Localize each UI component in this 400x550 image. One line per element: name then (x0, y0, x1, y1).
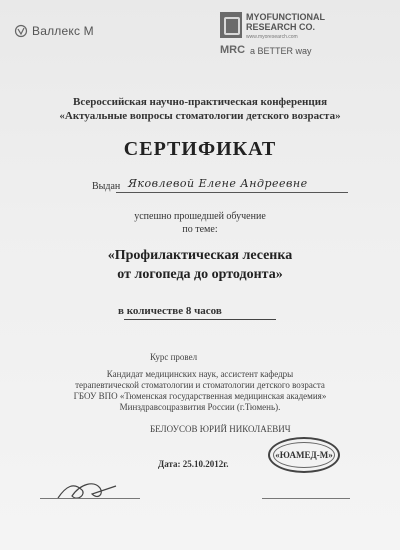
taught-by-label: Курс провел (150, 352, 198, 362)
teacher-credentials-line4: Минздравсоцразвития России (г.Тюмень). (119, 402, 281, 412)
teacher-name: БЕЛОУСОВ ЮРИЙ НИКОЛАЕВИЧ (150, 424, 291, 434)
course-hours: в количестве 8 часов (118, 305, 222, 317)
recipient-name: Яковлевой Елене Андреевне (128, 177, 308, 190)
vallex-logo-text: Валлекс М (32, 24, 94, 38)
mrc-tagline: a BETTER way (250, 46, 312, 56)
course-title-line1: «Профилактическая лесенка (107, 248, 293, 263)
mrc-abbreviation: MRC (220, 44, 246, 56)
certificate-title: СЕРТИФИКАТ (123, 138, 277, 160)
teacher-credentials-line2: терапевтической стоматологии и стоматологии детского возраста (75, 380, 325, 390)
passed-training-text: успешно прошедшей обучение (134, 211, 266, 222)
conference-title-line2: «Актуальные вопросы стоматологии детского возраста» (59, 110, 341, 122)
official-stamp (268, 437, 340, 473)
topic-label: по теме: (182, 224, 218, 235)
signature-line-left (40, 498, 140, 499)
stamp-text: «ЮАМЕД-М» (275, 450, 333, 460)
hours-underline (124, 319, 276, 320)
issue-date: Дата: 25.10.2012г. (158, 459, 229, 469)
mrc-website: www.myoresearch.com (246, 34, 298, 40)
vallex-logo-icon (14, 24, 28, 38)
recipient-underline (116, 192, 348, 193)
mrc-name-line1: MYOFUNCTIONAL (246, 12, 325, 22)
vallex-logo (14, 24, 94, 38)
conference-title-line1: Всероссийская научно-практическая конференция (72, 96, 328, 108)
teacher-credentials-line3: ГБОУ ВПО «Тюменская государственная медицинская академия» (73, 391, 327, 401)
course-title-line2: от логопеда до ортодонта» (117, 267, 283, 282)
mrc-name-line2: RESEARCH CO. (246, 22, 316, 32)
signature-line-right (262, 498, 350, 499)
mrc-logo (220, 10, 390, 62)
teacher-credentials-line1: Кандидат медицинских наук, ассистент кафедры (106, 369, 294, 379)
issued-label: Выдан (92, 181, 121, 192)
mrc-emblem-icon (220, 12, 242, 38)
handwritten-signature (54, 476, 124, 506)
